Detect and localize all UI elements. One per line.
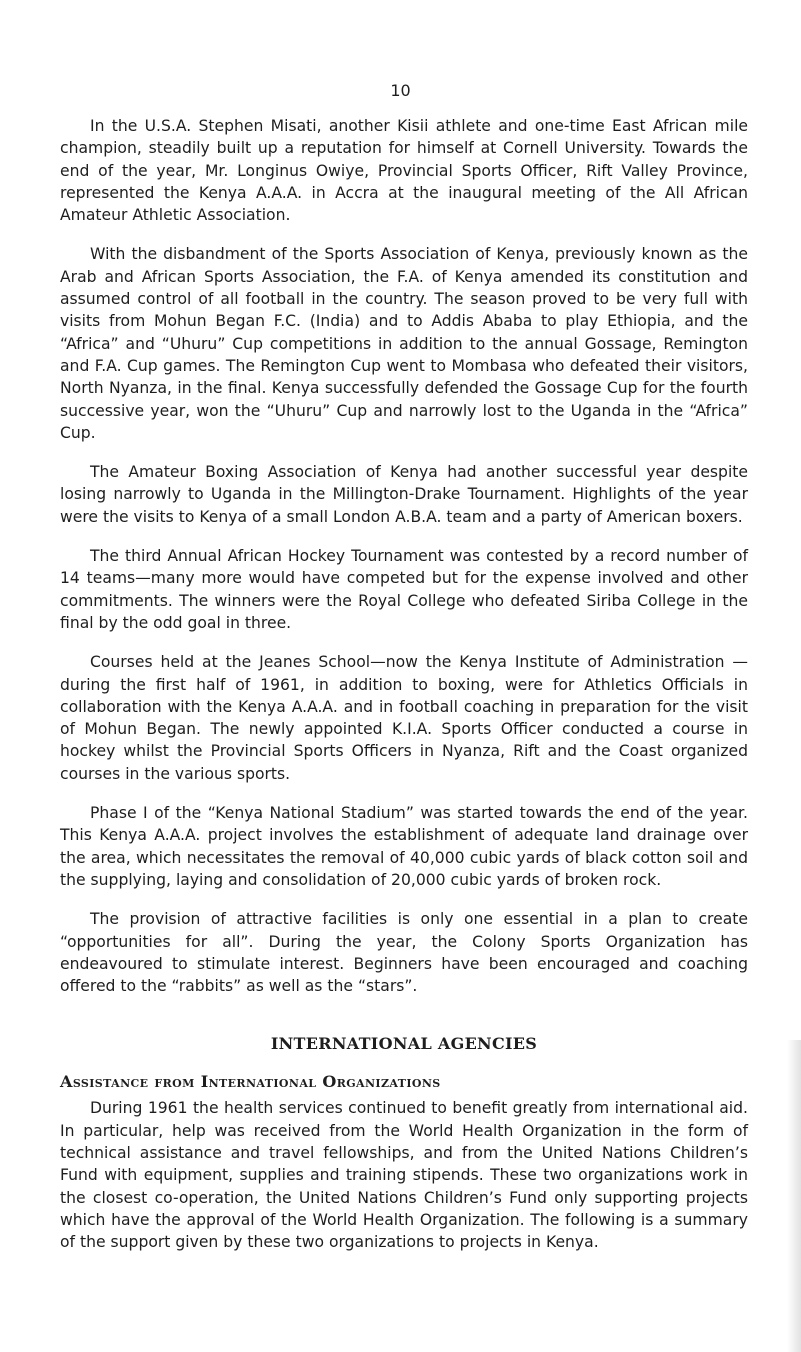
- page-edge-shadow: [787, 1040, 801, 1352]
- paragraph-boxing: The Amateur Boxing Association of Kenya had another successful year despite losing narrowly to Uganda in the Millington-Drake Tournament. Highlights of the year were the visits to Kenya of a small London A.B.A. team and a party of American boxers.: [60, 463, 748, 526]
- page-body: [60, 115, 748, 1270]
- paragraph-hockey: The third Annual African Hockey Tournament was contested by a record number of 14 teams—many more would have competed but for the expense involved and other commitments. The winners were the Royal College who defeated Siriba College in the final by the odd goal in three.: [60, 547, 748, 632]
- paragraph-athletics: In the U.S.A. Stephen Misati, another Kisii athlete and one-time East African mile champion, steadily built up a reputation for himself at Cornell University. Towards the end of the year, Mr. Longinus Owiye, Provincial Sports Officer, Rift Valley Province, represented the Kenya A.A.A. in Accra at the inaugural meeting of the All African Amateur Athletic Association.: [60, 117, 748, 225]
- paragraph-football: With the disbandment of the Sports Association of Kenya, previously known as the Arab and African Sports Association, the F.A. of Kenya amended its constitution and assumed control of all football in the country. The season proved to be very full with visits from Mohun Began F.C. (India) and to Addis Ababa to play Ethiopia, and the “Africa” and “Uhuru” Cup competitions in addition to the annual Gossage, Remington and F.A. Cup games. The Remington Cup went to Mombasa who defeated their visitors, North Nyanza, in the final. Kenya successfully defended the Gossage Cup for the fourth successive year, won the “Uhuru” Cup and narrowly lost to the Uganda in the “Africa” Cup.: [60, 245, 748, 442]
- section-heading: INTERNATIONAL AGENCIES: [270, 1034, 538, 1054]
- paragraph-stadium: Phase I of the “Kenya National Stadium” was started towards the end of the year. This Kenya A.A.A. project involves the establishment of adequate land drainage over the area, which necessitates the removal of 40,000 cubic yards of black cotton soil and the supplying, laying and consolidation of 20,000 cubic yards of broken rock.: [60, 804, 748, 889]
- paragraph-facilities: The provision of attractive facilities is only one essential in a plan to create “opportunities for all”. During the year, the Colony Sports Organization has endeavoured to stimulate interest. Beginners have been encouraged and coaching offered to the “rabbits” as well as the “stars”.: [60, 910, 748, 996]
- subheading: Assistance from International Organizations: [60, 1072, 441, 1092]
- paragraph-courses: Courses held at the Jeanes School—now the Kenya Institute of Administration —during the first half of 1961, in addition to boxing, were for Athletics Officials in collaboration with the Kenya A.A.A. and in football coaching in preparation for the visit of Mohun Began. The newly appointed K.I.A. Sports Officer conducted a course in hockey whilst the Provincial Sports Officers in Nyanza, Rift and the Coast organized courses in the various sports.: [60, 653, 748, 783]
- page-number: 10: [390, 81, 411, 100]
- paragraph-international-aid: During 1961 the health services continued to benefit greatly from international aid. In particular, help was received from the World Health Organization in the form of technical assistance and travel fellowships, and from the United Nations Children’s Fund with equipment, supplies and training stipends. These two organizations work in the closest co-operation, the United Nations Children’s Fund only supporting projects which have the approval of the World Health Organization. The following is a summary of the support given by these two organizations to projects in Kenya.: [60, 1099, 748, 1252]
